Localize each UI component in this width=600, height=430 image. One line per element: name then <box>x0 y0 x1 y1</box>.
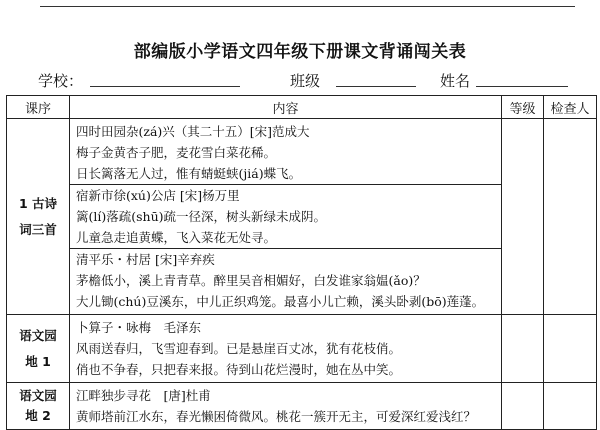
poem-block <box>76 249 501 312</box>
name-blank[interactable] <box>476 70 568 87</box>
poem-line: 俏也不争春，只把春来报。待到山花烂漫时，她在丛中笑。 <box>76 362 402 377</box>
poem-block <box>70 185 501 249</box>
page-title: 部编版小学语文四年级下册课文背诵闯关表 <box>133 42 467 62</box>
poem-title: 宿新市徐(xú)公店 [宋]杨万里 <box>76 188 240 203</box>
class-label: 班级 <box>290 72 321 90</box>
poem-title: 卜算子・咏梅 毛泽东 <box>76 320 202 335</box>
table-row <box>7 383 597 430</box>
top-rule <box>40 6 575 7</box>
poem-block <box>70 121 501 185</box>
school-blank[interactable] <box>90 70 240 87</box>
header-content: 内容 <box>70 96 502 119</box>
lesson-cell <box>7 119 70 315</box>
grade-cell[interactable] <box>502 315 544 383</box>
checker-cell[interactable] <box>544 315 597 383</box>
lesson-text: 词三首 <box>19 221 57 237</box>
poem-line: 日长篱落无人过，惟有蜻蜓蛱(jiá)蝶飞。 <box>76 166 302 181</box>
poem-line: 儿童急走追黄蝶，飞入菜花无处寻。 <box>76 230 277 245</box>
info-line <box>0 70 600 92</box>
poem-line: 大儿锄(chú)豆溪东，中儿正织鸡笼。最喜小儿亡赖，溪头卧剥(bō)莲蓬。 <box>76 294 485 309</box>
grade-cell[interactable] <box>502 119 544 315</box>
header-grade: 等级 <box>502 96 544 119</box>
content-cell <box>70 383 502 430</box>
content-cell <box>70 119 502 315</box>
table-header-row <box>7 96 597 119</box>
school-label: 学校： <box>38 72 84 90</box>
lesson-text: 地 2 <box>25 408 51 423</box>
header-lesson: 课序 <box>7 96 70 119</box>
header-checker: 检查人 <box>544 96 597 119</box>
table-row <box>7 119 597 315</box>
lesson-cell <box>7 383 70 430</box>
poem-title: 江畔独步寻花 [唐]杜甫 <box>76 388 211 403</box>
lesson-text: 1 古诗 <box>18 195 58 211</box>
checker-cell[interactable] <box>544 119 597 315</box>
table-row <box>7 315 597 383</box>
lesson-cell <box>7 315 70 383</box>
poem-line: 黄师塔前江水东，春光懒困倚微风。桃花一簇开无主，可爱深红爱浅红？ <box>76 409 477 424</box>
poem-title: 四时田园杂(zá)兴（其二十五）[宋]范成大 <box>76 124 310 139</box>
poem-line: 梅子金黄杏子肥，麦花雪白菜花稀。 <box>76 145 277 160</box>
lesson-text: 语文园 <box>19 327 57 343</box>
poem-title: 清平乐・村居 [宋]辛弃疾 <box>76 252 215 267</box>
lesson-text: 地 1 <box>25 353 51 369</box>
poem-line: 篱(lí)落疏(shū)疏一径深，树头新绿未成阴。 <box>76 209 327 224</box>
lesson-text: 语文园 <box>19 388 57 403</box>
poem-line: 风雨送春归，飞雪迎春到。已是悬崖百丈冰，犹有花枝俏。 <box>76 341 402 356</box>
grade-cell[interactable] <box>502 383 544 430</box>
recitation-table <box>6 95 597 430</box>
content-cell <box>70 315 502 383</box>
checker-cell[interactable] <box>544 383 597 430</box>
name-label: 姓名 <box>440 72 471 90</box>
class-blank[interactable] <box>336 70 416 87</box>
poem-line: 茅檐低小，溪上青青草。醉里吴音相媚好，白发谁家翁媪(ǎo)？ <box>76 273 426 288</box>
